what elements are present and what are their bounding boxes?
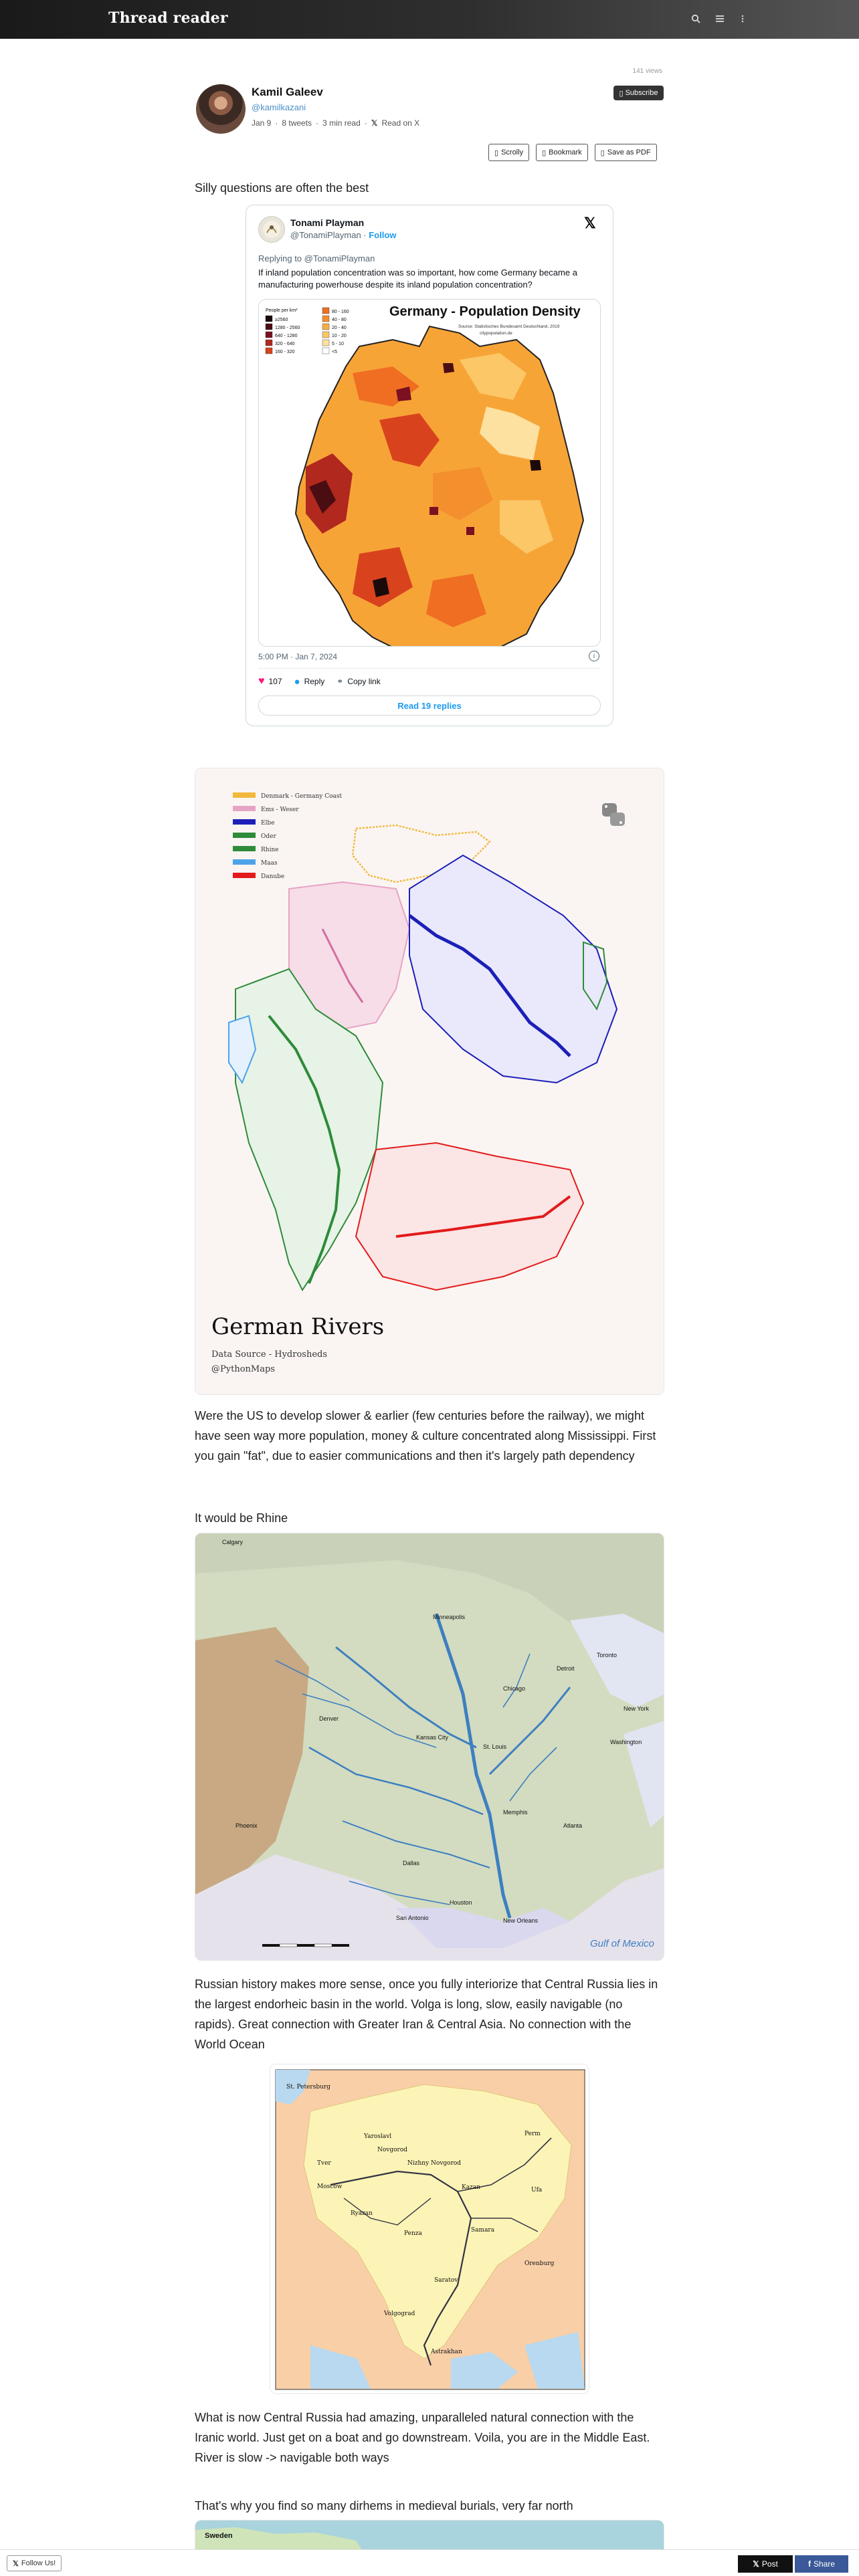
svg-text:Saratov: Saratov bbox=[434, 2277, 458, 2284]
thread-text-6: That's why you find so many dirhems in medieval burials, very far north bbox=[195, 2499, 573, 2512]
volga-map-svg bbox=[270, 2064, 589, 2394]
top-navbar bbox=[0, 0, 859, 39]
info-icon[interactable]: i bbox=[589, 651, 599, 661]
svg-text:Yaroslavl: Yaroslavl bbox=[364, 2133, 392, 2140]
svg-text:Washington: Washington bbox=[610, 1739, 642, 1745]
legend-label: 1280 - 2560 bbox=[275, 326, 300, 330]
tweet-actions bbox=[258, 675, 381, 687]
rivers-legend-label: Denmark - Germany Coast bbox=[261, 793, 343, 800]
x-logo-icon: 𝕏 bbox=[753, 2559, 759, 2569]
x-logo-icon: 𝕏 bbox=[13, 2559, 19, 2568]
thread-text-2: Were the US to develop slower & earlier (few centuries before the railway), we might have seen way more population, money & culture concentrated along Mississippi. First you gain "fat", due to easier communications and then it's largely path dependency bbox=[195, 1409, 656, 1463]
svg-text:St. Louis: St. Louis bbox=[483, 1743, 507, 1750]
svg-text:Nizhny Novgorod: Nizhny Novgorod bbox=[407, 2160, 462, 2167]
rivers-legend-swatch bbox=[233, 859, 256, 865]
embedded-tweet[interactable] bbox=[246, 205, 613, 726]
follow-link[interactable]: Follow bbox=[369, 230, 397, 240]
svg-text:San Antonio: San Antonio bbox=[396, 1915, 429, 1921]
density-map-source: Source: Statistisches Bundesamt Deutschland, 2019 bbox=[458, 324, 560, 329]
tweet-divider bbox=[258, 668, 601, 669]
density-map-title: Germany - Population Density bbox=[389, 304, 581, 319]
legend-swatch bbox=[266, 324, 272, 330]
author-handle[interactable]: @kamilkazani bbox=[252, 102, 306, 112]
rivers-legend-swatch bbox=[233, 846, 256, 851]
svg-text:Dallas: Dallas bbox=[403, 1860, 420, 1866]
thread-text-5: What is now Central Russia had amazing, unparalleled natural connection with the Iranic world. Just get on a boat and go downstream. Voila, you are in the Middle East. River is slow -> navigable both ways bbox=[195, 2411, 650, 2464]
rivers-legend-swatch bbox=[233, 819, 256, 825]
pdf-icon: ▯ bbox=[600, 148, 605, 157]
svg-text:Detroit: Detroit bbox=[557, 1665, 575, 1672]
legend-label: 20 - 40 bbox=[332, 326, 347, 330]
save-pdf-button[interactable]: ▯ Save as PDF bbox=[595, 144, 657, 161]
link-icon: ⚭ bbox=[337, 677, 344, 686]
svg-text:Denver: Denver bbox=[319, 1715, 339, 1722]
svg-text:Toronto: Toronto bbox=[597, 1652, 617, 1658]
bell-icon: ▯ bbox=[619, 89, 624, 98]
svg-text:Kansas City: Kansas City bbox=[416, 1734, 449, 1741]
legend-swatch bbox=[322, 332, 329, 338]
svg-text:Chicago: Chicago bbox=[503, 1685, 526, 1692]
svg-text:Perm: Perm bbox=[524, 2131, 541, 2137]
author-avatar[interactable] bbox=[196, 84, 246, 134]
tweet-author-avatar[interactable] bbox=[258, 216, 285, 243]
thread-text-1: Silly questions are often the best bbox=[195, 181, 369, 195]
legend-label: <5 bbox=[332, 350, 337, 354]
thread-date: Jan 9 bbox=[252, 118, 272, 128]
bookmark-icon: ▯ bbox=[542, 148, 547, 157]
menu-icon[interactable] bbox=[713, 12, 727, 25]
legend-label: 640 - 1280 bbox=[275, 334, 298, 338]
rivers-legend-label: Ems - Weser bbox=[261, 807, 299, 813]
svg-text:Minneapolis: Minneapolis bbox=[433, 1614, 466, 1620]
legend-label: 10 - 20 bbox=[332, 334, 347, 338]
x-logo-icon[interactable]: 𝕏 bbox=[584, 215, 596, 231]
legend-label: 5 - 10 bbox=[332, 342, 344, 346]
rivers-legend-label: Danube bbox=[261, 873, 285, 880]
svg-text:New York: New York bbox=[624, 1705, 650, 1712]
read-replies-button[interactable]: Read 19 replies bbox=[258, 695, 601, 716]
legend-label: ≥2560 bbox=[275, 318, 288, 322]
author-meta: Jan 9 · 8 tweets · 3 min read · 𝕏 Read on X bbox=[252, 118, 420, 128]
svg-text:Houston: Houston bbox=[450, 1899, 472, 1906]
svg-text:People per km²: People per km² bbox=[266, 308, 298, 313]
facebook-share-button[interactable]: f Share bbox=[795, 2555, 848, 2573]
rivers-map-credit: @PythonMaps bbox=[211, 1364, 275, 1374]
legend-swatch bbox=[322, 308, 329, 314]
rivers-legend-swatch bbox=[233, 873, 256, 878]
follow-us-button[interactable]: 𝕏 Follow Us! bbox=[7, 2555, 62, 2571]
rivers-legend-label: Elbe bbox=[261, 820, 275, 827]
site-logo[interactable]: Thread reader bbox=[108, 9, 228, 27]
map-scale-bar bbox=[262, 1944, 349, 1947]
svg-text:Astrakhan: Astrakhan bbox=[431, 2349, 462, 2355]
legend-swatch bbox=[322, 348, 329, 354]
reply-button[interactable]: ● Reply bbox=[294, 675, 325, 687]
svg-text:Volgograd: Volgograd bbox=[384, 2311, 415, 2317]
svg-text:Tver: Tver bbox=[317, 2160, 331, 2167]
more-icon[interactable] bbox=[736, 12, 749, 25]
mississippi-map-svg bbox=[195, 1533, 664, 1961]
legend-swatch bbox=[322, 324, 329, 330]
copy-link-button[interactable]: ⚭ Copy link bbox=[337, 677, 381, 686]
bookmark-button[interactable]: ▯ Bookmark bbox=[536, 144, 588, 161]
view-count: 141 views bbox=[632, 68, 662, 75]
scrolly-button[interactable]: ▯ Scrolly bbox=[488, 144, 529, 161]
tweet-count: 8 tweets bbox=[282, 118, 312, 128]
tweet-timestamp[interactable]: 5:00 PM · Jan 7, 2024 bbox=[258, 652, 338, 661]
svg-text:St. Petersburg: St. Petersburg bbox=[286, 2084, 330, 2090]
density-map-site: citypopulation.de bbox=[480, 331, 512, 336]
replying-to: Replying to @TonamiPlayman bbox=[258, 253, 375, 263]
rivers-legend-swatch bbox=[233, 806, 256, 811]
density-map-svg bbox=[259, 300, 601, 647]
read-on-x-link[interactable]: Read on X bbox=[381, 118, 420, 128]
rivers-map-svg bbox=[195, 768, 664, 1395]
legend-label: 320 - 640 bbox=[275, 342, 295, 346]
mississippi-basin-map[interactable] bbox=[195, 1533, 664, 1961]
rivers-legend-label: Maas bbox=[261, 860, 278, 867]
rivers-legend-label: Rhine bbox=[261, 847, 279, 853]
svg-text:Calgary: Calgary bbox=[222, 1539, 244, 1545]
thread-text-3: It would be Rhine bbox=[195, 1511, 288, 1525]
svg-text:Novgorod: Novgorod bbox=[377, 2147, 408, 2153]
svg-text:Moscow: Moscow bbox=[317, 2183, 343, 2190]
gulf-label: Gulf of Mexico bbox=[590, 1938, 654, 1949]
svg-text:Atlanta: Atlanta bbox=[563, 1822, 583, 1829]
subscribe-button[interactable] bbox=[613, 86, 664, 100]
german-rivers-map[interactable] bbox=[195, 768, 664, 1395]
tweet-author-handle: @TonamiPlayman · Follow bbox=[290, 230, 397, 240]
facebook-icon: f bbox=[807, 2559, 811, 2569]
read-time: 3 min read bbox=[322, 118, 361, 128]
tweet-text: If inland population concentration was so important, how come Germany became a manufacturing powerhouse despite its inland population concentration? bbox=[258, 267, 577, 290]
svg-text:Ryazan: Ryazan bbox=[351, 2210, 373, 2217]
svg-text:Orenburg: Orenburg bbox=[524, 2260, 555, 2267]
heart-icon: ♥ bbox=[258, 675, 265, 687]
rivers-legend-swatch bbox=[233, 792, 256, 798]
svg-text:Kazan: Kazan bbox=[462, 2184, 480, 2191]
x-logo-icon: 𝕏 bbox=[371, 118, 378, 128]
tweet-author-name[interactable]: Tonami Playman bbox=[290, 217, 365, 228]
rivers-map-source: Data Source - Hydrosheds bbox=[211, 1350, 328, 1360]
legend-swatch bbox=[322, 316, 329, 322]
rivers-map-title: German Rivers bbox=[211, 1313, 385, 1340]
reply-bubble-icon: ● bbox=[294, 675, 300, 687]
volga-basin-map[interactable] bbox=[270, 2064, 589, 2394]
svg-text:Samara: Samara bbox=[471, 2227, 495, 2234]
legend-swatch bbox=[266, 348, 272, 354]
legend-swatch bbox=[266, 340, 272, 346]
legend-label: 160 - 320 bbox=[275, 350, 295, 354]
svg-text:Penza: Penza bbox=[404, 2230, 422, 2237]
legend-swatch bbox=[266, 332, 272, 338]
thread-text-4: Russian history makes more sense, once you fully interiorize that Central Russia lies in the largest endorheic basin in the world. Volga is long, slow, easily navigable (no rapids). Great connection with Greater Iran & Central Asia. No connection with the World Ocean bbox=[195, 1977, 658, 2051]
legend-label: 40 - 80 bbox=[332, 318, 347, 322]
search-icon[interactable] bbox=[689, 12, 702, 25]
legend-swatch bbox=[322, 340, 329, 346]
post-on-x-button[interactable]: 𝕏 Post bbox=[738, 2555, 793, 2573]
sweden-label: Sweden bbox=[205, 2532, 233, 2540]
legend-swatch bbox=[266, 316, 272, 322]
rivers-legend-label: Oder bbox=[261, 833, 276, 840]
scroll-icon: ▯ bbox=[494, 148, 499, 157]
legend-label: 80 - 160 bbox=[332, 310, 349, 314]
subscribe-label: Subscribe bbox=[625, 89, 658, 97]
like-button[interactable]: ♥ 107 bbox=[258, 675, 282, 687]
svg-text:New Orleans: New Orleans bbox=[503, 1917, 539, 1924]
population-density-map[interactable] bbox=[258, 299, 601, 647]
svg-text:Ufa: Ufa bbox=[531, 2187, 543, 2193]
thread-actions bbox=[488, 144, 657, 161]
svg-text:Memphis: Memphis bbox=[503, 1809, 528, 1816]
rivers-legend-swatch bbox=[233, 833, 256, 838]
author-name[interactable]: Kamil Galeev bbox=[252, 86, 323, 98]
bottom-share-bar bbox=[0, 2549, 859, 2576]
svg-text:Phoenix: Phoenix bbox=[235, 1822, 258, 1829]
